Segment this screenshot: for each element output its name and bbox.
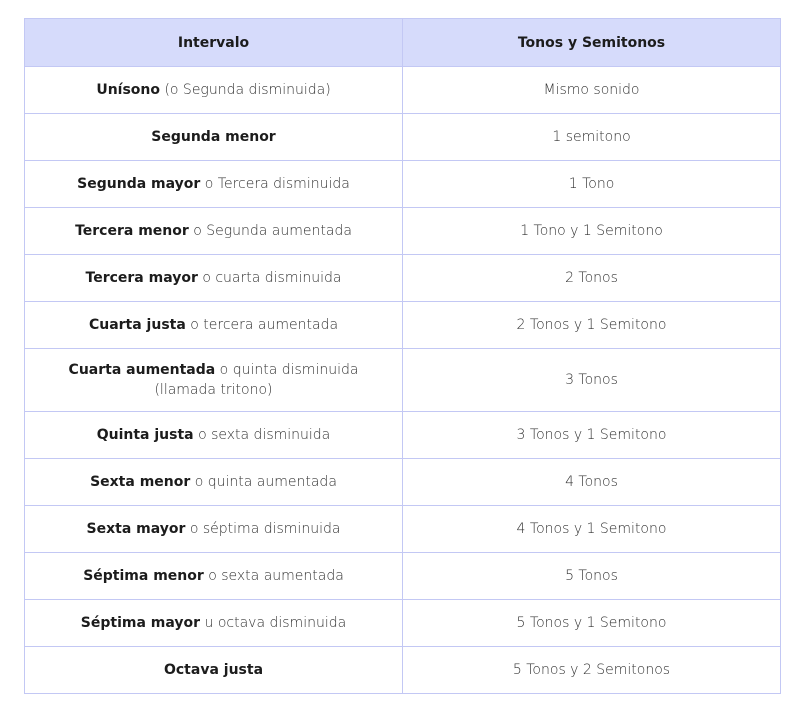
interval-alt: o Tercera disminuida <box>200 176 350 192</box>
tones-cell: 1 semitono <box>403 114 781 161</box>
tones-cell: 3 Tonos <box>403 349 781 412</box>
tones-cell: 2 Tonos y 1 Semitono <box>403 302 781 349</box>
interval-alt: u octava disminuida <box>200 615 347 631</box>
interval-cell <box>25 553 403 600</box>
table-row <box>25 114 781 161</box>
interval-alt: o sexta aumentada <box>203 568 344 584</box>
tones-cell: 1 Tono y 1 Semitono <box>403 208 781 255</box>
table-row <box>25 349 781 412</box>
header-tonos-semitonos: Tonos y Semitonos <box>403 19 781 67</box>
interval-name: Sexta mayor <box>86 521 186 537</box>
interval-cell <box>25 302 403 349</box>
interval-alt: o séptima disminuida <box>185 521 341 537</box>
table-header-row <box>25 19 781 67</box>
interval-alt: o cuarta disminuida <box>197 270 342 286</box>
interval-name: Cuarta justa <box>88 317 186 333</box>
interval-cell <box>25 506 403 553</box>
table-row <box>25 459 781 506</box>
interval-cell <box>25 255 403 302</box>
tones-cell: 5 Tonos y 2 Semitonos <box>403 647 781 694</box>
header-intervalo: Intervalo <box>25 19 403 67</box>
interval-cell <box>25 459 403 506</box>
interval-alt: (o Segunda disminuida) <box>160 82 331 98</box>
table-row <box>25 412 781 459</box>
interval-name: Séptima menor <box>83 568 204 584</box>
interval-name: Unísono <box>96 82 160 98</box>
interval-name: Tercera mayor <box>85 270 198 286</box>
tones-cell: 1 Tono <box>403 161 781 208</box>
table-row <box>25 506 781 553</box>
interval-name: Segunda mayor <box>77 176 201 192</box>
interval-name: Octava justa <box>163 662 264 678</box>
interval-name: Quinta justa <box>96 427 194 443</box>
interval-cell <box>25 114 403 161</box>
table-row <box>25 553 781 600</box>
interval-cell <box>25 161 403 208</box>
table-row <box>25 255 781 302</box>
intervals-table-container <box>24 18 780 694</box>
table-row <box>25 647 781 694</box>
interval-cell <box>25 208 403 255</box>
table-row <box>25 161 781 208</box>
table-row <box>25 208 781 255</box>
interval-alt: o quinta disminuida (llamada tritono) <box>154 362 359 398</box>
intervals-table <box>24 18 781 694</box>
table-row <box>25 67 781 114</box>
interval-name: Tercera menor <box>75 223 189 239</box>
interval-alt: o Segunda aumentada <box>188 223 352 239</box>
table-row <box>25 302 781 349</box>
interval-cell <box>25 647 403 694</box>
tones-cell: 5 Tonos y 1 Semitono <box>403 600 781 647</box>
interval-cell <box>25 67 403 114</box>
tones-cell: Mismo sonido <box>403 67 781 114</box>
interval-cell <box>25 349 403 412</box>
interval-alt: o tercera aumentada <box>185 317 339 333</box>
tones-cell: 5 Tonos <box>403 553 781 600</box>
interval-name: Cuarta aumentada <box>68 362 216 378</box>
interval-name: Sexta menor <box>90 474 191 490</box>
tones-cell: 3 Tonos y 1 Semitono <box>403 412 781 459</box>
tones-cell: 4 Tonos y 1 Semitono <box>403 506 781 553</box>
table-row <box>25 600 781 647</box>
interval-alt: o quinta aumentada <box>190 474 337 490</box>
interval-name: Segunda menor <box>151 129 276 145</box>
interval-cell <box>25 412 403 459</box>
tones-cell: 2 Tonos <box>403 255 781 302</box>
tones-cell: 4 Tonos <box>403 459 781 506</box>
interval-alt: o sexta disminuida <box>193 427 331 443</box>
interval-cell <box>25 600 403 647</box>
interval-name: Séptima mayor <box>80 615 201 631</box>
